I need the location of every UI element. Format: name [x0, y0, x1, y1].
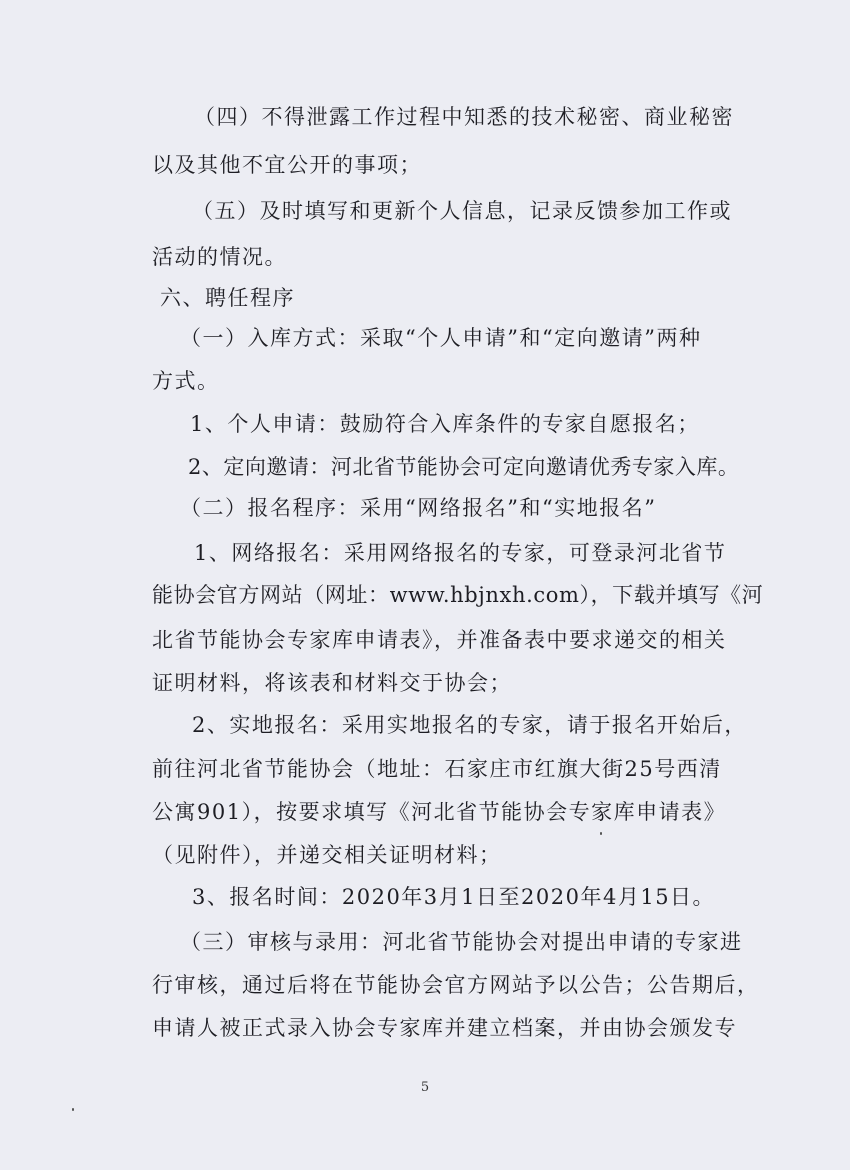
- text-line-17: 公寓901），按要求填写《河北省节能协会专家库申请表》: [152, 800, 727, 824]
- scan-speck: [600, 832, 602, 835]
- scan-speck: [72, 1108, 74, 1111]
- text-line-20: （三）审核与录用：河北省节能协会对提出申请的专家进: [180, 930, 743, 954]
- text-line-11: 1、网络报名：采用网络报名的专家，可登录河北省节: [194, 541, 727, 565]
- text-line-6: （一）入库方式：采取“个人申请”和“定向邀请”两种: [180, 326, 702, 350]
- text-line-2: 以及其他不宜公开的事项；: [152, 153, 422, 177]
- text-line-8: 1、个人申请：鼓励符合入库条件的专家自愿报名；: [190, 412, 700, 436]
- text-line-21: 行审核，通过后将在节能协会官方网站予以公告；公告期后，: [152, 973, 760, 997]
- text-line-16: 前往河北省节能协会（地址：石家庄市红旗大街25号西清: [152, 757, 722, 781]
- text-line-4: 活动的情况。: [152, 245, 287, 269]
- text-line-14: 证明材料，将该表和材料交于协会；: [152, 671, 512, 695]
- text-line-13: 北省节能协会专家库申请表》，并准备表中要求递交的相关: [152, 628, 727, 652]
- text-line-22: 申请人被正式录入协会专家库并建立档案，并由协会颁发专: [152, 1016, 737, 1040]
- text-line-3: （五）及时填写和更新个人信息，记录反馈参加工作或: [192, 199, 732, 223]
- text-line-1: （四）不得泄露工作过程中知悉的技术秘密、商业秘密: [194, 105, 734, 129]
- text-line-15: 2、实地报名：采用实地报名的专家，请于报名开始后，: [192, 713, 747, 737]
- text-line-9: 2、定向邀请：河北省节能协会可定向邀请优秀专家入库。: [188, 455, 740, 479]
- section-heading: 六、聘任程序: [160, 286, 295, 310]
- text-line-7: 方式。: [152, 369, 220, 393]
- text-line-12: 能协会官方网站（网址：www.hbjnxh.com），下载并填写《河: [152, 583, 764, 607]
- text-line-18: （见附件），并递交相关证明材料；: [152, 843, 502, 867]
- text-line-19: 3、报名时间：2020年3月1日至2020年4月15日。: [192, 885, 716, 909]
- text-line-10: （二）报名程序：采用“网络报名”和“实地报名”: [180, 496, 657, 520]
- page-number: 5: [420, 1080, 430, 1095]
